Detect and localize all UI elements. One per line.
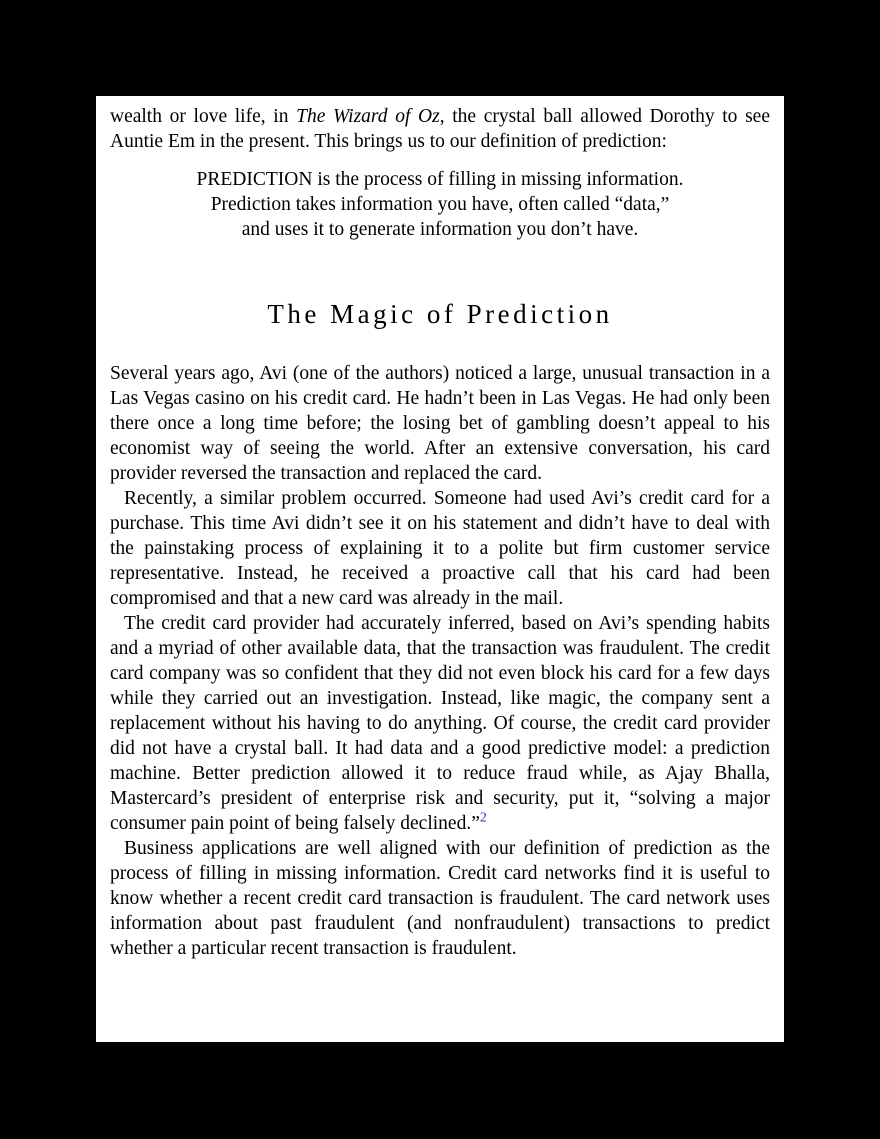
definition-line: and uses it to generate information you don’t have. [241,219,639,240]
continuation-text-after: , the crystal ball allowed Dorothy to see Auntie Em in the present. This brings us to our definition of prediction: [110,106,770,152]
continuation-text-before: wealth or love life, in [110,106,297,127]
footnote-marker [480,811,487,826]
paragraph-text: Business applications are well aligned with our definition of prediction as the process of filling in missing information. Credit card networks find it is useful to know whether a recent credit card transaction is fraudulent. The card network uses information about past fraudulent (and nonfraudulent) transactions to predict whether a particular recent transaction is fraudulent. [110,838,770,959]
paragraph-text: Recently, a similar problem occurred. Someone had used Avi’s credit card for a purchase. This time Avi didn’t see it on his statement and didn’t have to deal with the painstaking process of explaining it to a polite but firm customer service representative. Instead, he received a proactive call that his card had been compromised and that a new card was already in the mail. [110,488,770,609]
paragraph-text: Several years ago, Avi (one of the authors) noticed a large, unusual transaction in a Las Vegas casino on his credit card. He hadn’t been in Las Vegas. He had only been there once a long time before; the losing bet of gambling doesn’t appeal to his economist way of seeing the world. After an extensive conversation, his card provider reversed the transaction and replaced the card. [110,363,770,484]
definition-line: PREDICTION is the process of filling in missing information. [196,169,684,190]
body-text [110,361,770,961]
definition-line: Prediction takes information you have, often called “data,” [210,194,670,215]
book-page [96,96,784,1042]
paragraph [110,486,770,611]
book-title-italic: The Wizard of Oz [296,106,440,127]
paragraph [110,836,770,961]
section-heading: The Magic of Prediction [267,299,613,329]
paragraph-text: The credit card provider had accurately inferred, based on Avi’s spending habits and a myriad of other available data, that the transaction was fraudulent. The credit card company was so confident that they did not even block his card for a few days while they carried out an investigation. Instead, like magic, the company sent a replacement without his having to do anything. Of course, the credit card provider did not have a crystal ball. It had data and a good predictive model: a prediction machine. Better prediction allowed it to reduce fraud while, as Ajay Bhalla, Mastercard’s president of enterprise risk and security, put it, “solving a major consumer pain point of being falsely declined.” [110,613,770,834]
paragraph [110,361,770,486]
paragraph [110,611,770,836]
continuation-paragraph [110,104,770,154]
prediction-definition-block [110,167,770,242]
footnote-2-link[interactable]: 2 [479,810,487,826]
